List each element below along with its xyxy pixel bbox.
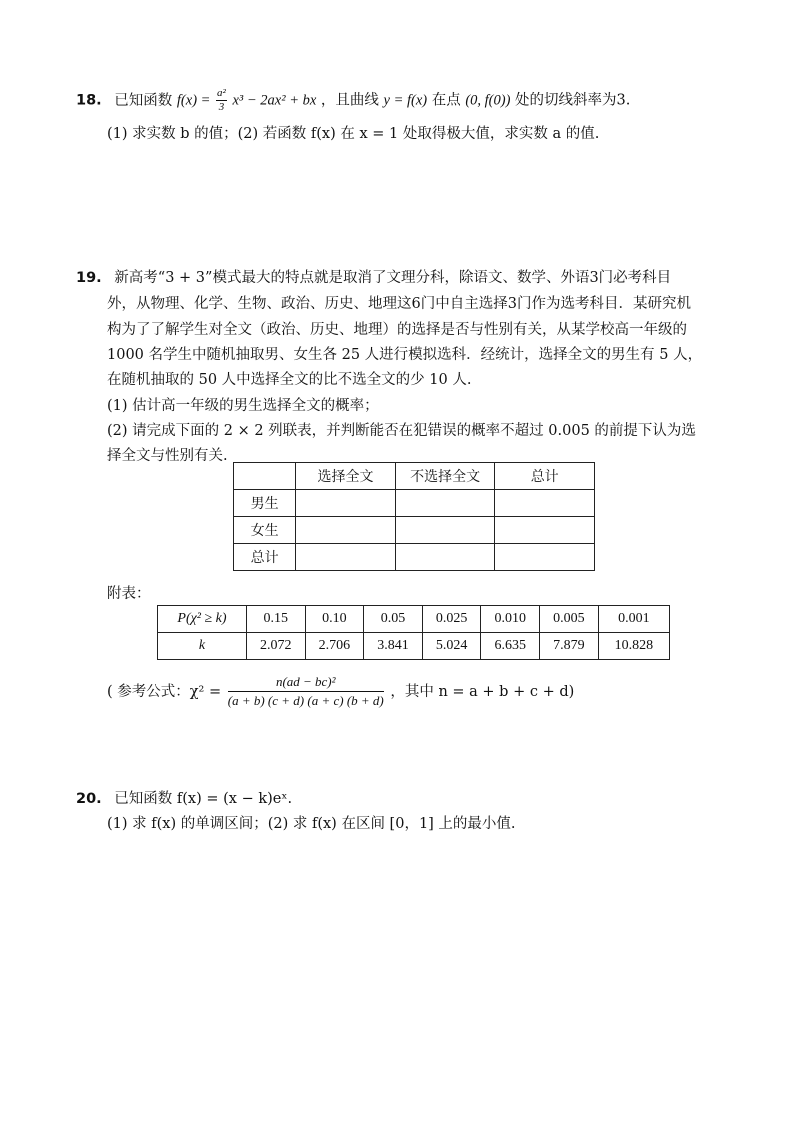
table-cell xyxy=(395,544,495,571)
table-cell: 0.10 xyxy=(305,606,364,633)
row-label: 男生 xyxy=(234,490,296,517)
table-cell: 0.05 xyxy=(364,606,423,633)
q18-fraction xyxy=(216,88,227,113)
q18-line1 xyxy=(76,88,630,113)
table-row xyxy=(158,633,670,660)
formula-post: ，其中 n = a + b + c + d) xyxy=(390,683,575,700)
table-cell: 0.001 xyxy=(598,606,669,633)
formula-denominator: (a + b) (c + d) (a + c) (b + d) xyxy=(227,693,384,709)
q18-text-end: 处的切线斜率为3. xyxy=(515,92,631,109)
q18-frac-num: a² xyxy=(217,87,226,99)
q18-expr: x³ − 2ax² + bx xyxy=(232,92,317,109)
table-header: 选择全文 xyxy=(296,463,396,490)
table-cell xyxy=(296,517,396,544)
table-cell: 0.15 xyxy=(247,606,306,633)
q20-number: 20. xyxy=(76,791,102,807)
table-cell: 2.072 xyxy=(247,633,306,660)
table-cell xyxy=(296,544,396,571)
q20-text-line: 已知函数 f(x) = (x − k)eˣ. xyxy=(114,791,293,807)
q18-number: 18. xyxy=(76,92,102,109)
q19-text-line: 构为了了解学生对全文（政治、历史、地理）的选择是否与性别有关，从某学校高一年级的 xyxy=(107,322,687,338)
probability-table xyxy=(157,605,670,660)
q18-text-pt: 在点 xyxy=(431,92,461,109)
table-cell: 0.025 xyxy=(422,606,481,633)
table-header: 不选择全文 xyxy=(395,463,495,490)
q18-line2: (1) 求实数 b 的值；(2) 若函数 f(x) 在 x = 1 处取得极大值，求实数 a 的值. xyxy=(107,126,600,142)
table-header: 总计 xyxy=(495,463,595,490)
table-cell xyxy=(495,517,595,544)
table-cell xyxy=(234,463,296,490)
row-label: 女生 xyxy=(234,517,296,544)
table-cell xyxy=(495,490,595,517)
q18-func: f(x) = xyxy=(176,92,211,109)
table-cell: 0.005 xyxy=(540,606,599,633)
q18-curve: y = f(x) xyxy=(383,92,428,109)
contingency-table xyxy=(233,462,595,571)
table-row xyxy=(158,606,670,633)
table-cell xyxy=(395,490,495,517)
table-cell xyxy=(395,517,495,544)
row-label: 总计 xyxy=(234,544,296,571)
appendix-label: 附表： xyxy=(107,586,151,602)
q19-text-line: 在随机抽取的 50 人中选择全文的比不选全文的少 10 人. xyxy=(107,372,472,388)
q19-text-line: 外，从物理、化学、生物、政治、历史、地理这6门中自主选择3门作为选考科目．某研究机 xyxy=(107,296,691,312)
row-label: k xyxy=(158,633,247,660)
q19-text-line: 择全文与性别有关. xyxy=(107,448,228,464)
table-cell: 2.706 xyxy=(305,633,364,660)
reference-formula xyxy=(107,675,574,709)
q19-line1 xyxy=(76,266,671,287)
q18-text-pre: 已知函数 xyxy=(114,92,173,109)
q18-point: (0, f(0)) xyxy=(465,92,511,109)
q20-line1 xyxy=(76,787,292,808)
q19-text-line: 1000 名学生中随机抽取男、女生各 25 人进行模拟选科．经统计，选择全文的男生有 5 人， xyxy=(107,347,703,363)
table-cell: 3.841 xyxy=(364,633,423,660)
formula-fraction xyxy=(228,675,384,709)
table-cell: 5.024 xyxy=(422,633,481,660)
table-row xyxy=(234,463,595,490)
row-label: P(χ² ≥ k) xyxy=(158,606,247,633)
q19-text-line: (2) 请完成下面的 2 × 2 列联表，并判断能否在犯错误的概率不超过 0.005 的前提下认为选 xyxy=(107,423,696,439)
formula-numerator: n(ad − bc)² xyxy=(228,675,384,692)
table-cell xyxy=(296,490,396,517)
table-row xyxy=(234,517,595,544)
table-cell: 7.879 xyxy=(540,633,599,660)
table-cell: 10.828 xyxy=(598,633,669,660)
q20-line2: (1) 求 f(x) 的单调区间；(2) 求 f(x) 在区间 [0，1] 上的最小值. xyxy=(107,816,516,832)
q19-number: 19. xyxy=(76,270,102,286)
q19-text-line: 新高考“3 + 3”模式最大的特点就是取消了文理分科，除语文、数学、外语3门必考科目 xyxy=(114,270,672,286)
formula-pre: ( 参考公式：χ² = xyxy=(107,683,222,700)
q18-frac-den: 3 xyxy=(218,101,225,113)
table-cell: 0.010 xyxy=(481,606,540,633)
q18-text-mid: ，且曲线 xyxy=(320,92,379,109)
table-row xyxy=(234,490,595,517)
table-cell xyxy=(495,544,595,571)
q19-text-line: (1) 估计高一年级的男生选择全文的概率； xyxy=(107,398,379,414)
table-row xyxy=(234,544,595,571)
table-cell: 6.635 xyxy=(481,633,540,660)
